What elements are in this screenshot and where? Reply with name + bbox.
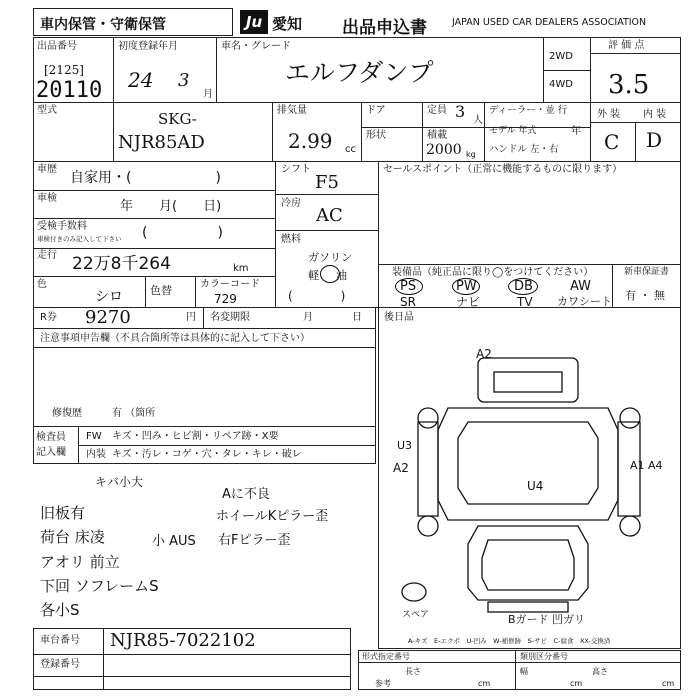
fw-items: キズ・凹み・ヒビ割・リペア跡・X要 [112, 431, 279, 442]
registration-label: 登録番号 [40, 659, 80, 670]
exterior-grade: C [604, 130, 620, 154]
attachments-label: 後日品 [384, 312, 414, 323]
first-registration-label: 初度登録年月 [118, 41, 178, 52]
chassis-number: NJR85-7022102 [110, 630, 256, 651]
handle-label: ハンドル 左・右 [489, 144, 559, 155]
r-ticket-label: R券 [40, 312, 57, 323]
cert-fee-note: 車検付きのみ記入して下さい [37, 235, 122, 243]
note-line-5: 下回 ソフレームS [40, 577, 159, 595]
capacity-unit: 人 [473, 115, 483, 126]
displacement-value: 2.99 [288, 129, 333, 153]
note-right-2: ホイールKピラー歪 [216, 509, 329, 524]
mileage-label: 走行 [37, 250, 57, 261]
cert-fee-value: ( ) [142, 225, 223, 241]
diagram-spare-label: スペア [402, 610, 430, 620]
model-designation-label: 形式指定番号 [362, 652, 410, 661]
name-change-label: 名変期限 [210, 312, 250, 323]
note-line-3: 荷台 床凌 [40, 528, 105, 546]
note-line-2: 旧板有 [40, 504, 86, 522]
org-name: 愛知 [272, 15, 303, 33]
equip-pw-circle [452, 278, 480, 295]
dealer-label: ディーラー・並 行 [489, 105, 568, 116]
drive-2wd: 2WD [549, 51, 573, 62]
cm-unit-3: cm [662, 679, 675, 688]
first-reg-month: 3 [178, 70, 190, 91]
document-title: 出品申込書 [342, 18, 427, 38]
diagram-label-a1a4: A1 A4 [630, 459, 663, 472]
score-label: 評 価 点 [608, 40, 645, 51]
fw-label: FW [86, 431, 102, 442]
equip-db[interactable]: DB [514, 279, 533, 294]
notes-title: 注意事項申告欄（不具合箇所等は具体的に記入して下さい） [40, 333, 310, 344]
inspection-value: 年 月( 日) [120, 199, 222, 214]
exterior-label: 外 装 [597, 109, 621, 120]
color-label: 色 [37, 279, 47, 290]
month-unit: 月 [203, 89, 213, 100]
history-label: 車歴 [37, 164, 57, 175]
r-ticket-unit: 円 [186, 312, 196, 323]
color-code-value: 729 [214, 292, 237, 306]
model-year-label: モデル 年式 [489, 126, 537, 136]
guarantee-label: 新車保証書 [624, 267, 670, 277]
shift-label: シフト [281, 164, 311, 175]
ac-value: AC [316, 205, 343, 226]
mileage-value: 22万8千264 [72, 254, 171, 274]
model-prefix: SKG- [158, 110, 197, 128]
cm-unit-1: cm [478, 679, 491, 688]
equipment-title: 装備品（純正品に限り◯をつけてください） [392, 267, 594, 278]
year-suffix: 年 [571, 126, 581, 137]
inspector-label-1: 検査員 [36, 432, 66, 443]
sales-point-label: セールスポイント（正常に機能するものに限ります） [383, 164, 623, 175]
capacity-value: 3 [455, 102, 466, 121]
car-name-label: 車名・グレード [221, 41, 291, 52]
english-title: JAPAN USED CAR DEALERS ASSOCIATION [452, 17, 647, 28]
diagram-label-u3: U3 [397, 439, 413, 452]
name-change-day: 日 [352, 312, 362, 323]
interior-check-label: 内装 [86, 449, 106, 460]
displacement-label: 排気量 [277, 105, 307, 116]
repair-label: 修復歴 [52, 408, 82, 419]
repaint-label: 色替 [150, 284, 172, 297]
equip-aw[interactable]: AW [570, 279, 592, 294]
load-label: 積載 [427, 130, 447, 141]
equip-tv[interactable]: TV [517, 295, 533, 309]
shift-value: F5 [315, 172, 339, 193]
interior-grade: D [646, 128, 663, 152]
name-change-month: 月 [303, 312, 313, 323]
displacement-unit: cc [345, 144, 356, 155]
door-label: ドア [366, 105, 386, 116]
lot-bracket: [2125] [44, 63, 84, 77]
note-line-1: キバ小大 [95, 475, 144, 489]
repair-value: 有 （箇所 [112, 408, 156, 419]
model-label: 型式 [37, 105, 57, 116]
note-right-3: 右Fピラー歪 [218, 533, 291, 548]
cm-unit-2: cm [570, 679, 583, 688]
model-code: NJR85AD [118, 132, 205, 153]
capacity-label: 定員 [427, 105, 447, 116]
fuel-paren: ( ) [288, 289, 346, 303]
color-code-label: カラーコード [200, 279, 260, 290]
damage-legend: A-キズ E-エクボ U-凹み W-補修跡 S-サビ C-腐食 XX-交換済 [408, 637, 611, 645]
inspection-label: 車検 [37, 193, 57, 204]
fuel-gasoline: ガソリン [308, 251, 352, 264]
car-name: エルフダンプ [285, 58, 434, 87]
height-label: 高さ [592, 667, 608, 676]
class-number-label: 類別区分番号 [520, 652, 568, 661]
cert-fee-label: 受検手数料 [37, 221, 87, 232]
interior-label: 内 装 [643, 109, 667, 120]
diagram-label-a2-left: A2 [393, 461, 409, 475]
equip-ps-circle [395, 278, 423, 295]
reference-label: 参考 [375, 679, 391, 688]
score-value: 3.5 [608, 70, 650, 100]
mileage-unit: km [233, 263, 249, 274]
equip-db-circle [508, 278, 538, 295]
diagram-label-u4: U4 [527, 479, 544, 493]
lot-label: 出品番号 [37, 41, 77, 52]
equip-pw[interactable]: PW [456, 279, 477, 294]
drive-4wd: 4WD [549, 79, 573, 90]
equip-sr[interactable]: SR [400, 295, 416, 309]
equip-ps[interactable]: PS [400, 279, 417, 294]
chassis-label: 車台番号 [40, 635, 80, 646]
fuel-oil: 油 [336, 269, 347, 282]
equip-seat[interactable]: カワシート [557, 295, 612, 308]
lot-number: 20110 [36, 78, 103, 103]
load-value: 2000 [426, 142, 462, 158]
first-reg-year: 24 [128, 68, 154, 92]
fuel-label: 燃料 [281, 234, 301, 245]
note-line-4: アオリ 前立 [40, 553, 120, 571]
color-value: シロ [95, 289, 123, 305]
interior-check-items: キズ・汚レ・コゲ・穴・タレ・キレ・破レ [112, 449, 302, 460]
r-ticket-value: 9270 [85, 307, 131, 328]
ac-label: 冷房 [281, 198, 301, 209]
ju-logo: Ju [240, 10, 268, 34]
storage-title: 車内保管・守衛保管 [40, 17, 166, 33]
fuel-circle-mark [320, 265, 340, 283]
guarantee-value: 有 ・ 無 [625, 289, 665, 302]
note-extra-mark: 小 AUS [152, 534, 196, 549]
inspector-label-2: 記入欄 [36, 447, 66, 458]
shape-label: 形状 [366, 130, 386, 141]
width-label: 幅 [520, 667, 528, 676]
length-label: 長さ [405, 667, 421, 676]
note-right-1: Aに不良 [222, 487, 270, 502]
equip-navi[interactable]: ナビ [456, 295, 481, 309]
load-unit: kg [466, 150, 476, 159]
diagram-label-guard: Bガード 凹ガリ [508, 613, 586, 626]
diagram-label-a2-top: A2 [476, 347, 492, 361]
fuel-light: 軽 [308, 269, 319, 282]
history-value: 自家用・( ) [70, 170, 221, 186]
note-line-6: 各小S [40, 601, 80, 619]
